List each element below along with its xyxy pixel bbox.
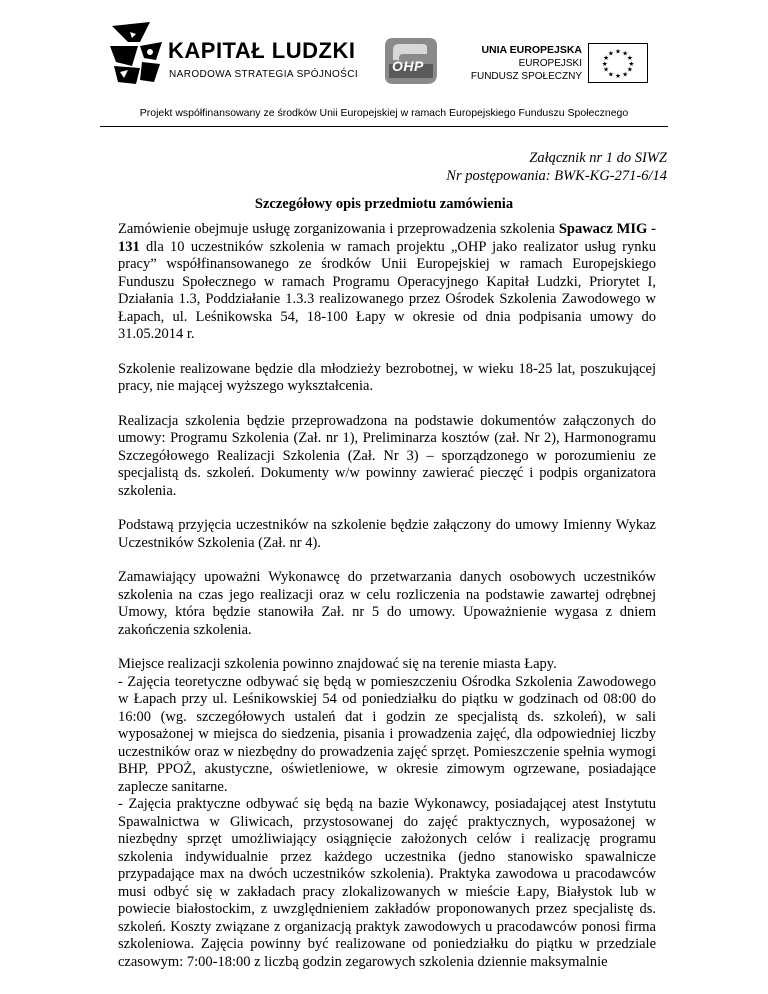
eu-text-block bbox=[462, 44, 582, 83]
paragraph-documents: Realizacja szkolenia będzie przeprowadzona na podstawie dokumentów załączonych do umowy: Programu Szkolenia (Zał. nr 1), Preliminarza kosztów (zał. Nr 2), Harmonogramu Szczegółowego Realizacji Szkolenia (Zał. Nr 3) – sporządzonego w porozumieniu ze specjalistą ds. szkoleń. Dokumenty w/w powinny zawierać pieczęć i podpis organizatora szkolenia. bbox=[118, 412, 656, 499]
ohp-logo-text: OHP bbox=[392, 58, 424, 74]
svg-text:★: ★ bbox=[622, 49, 629, 58]
case-number: Nr postępowania: BWK-KG-271-6/14 bbox=[446, 168, 667, 184]
paragraph-data-processing: Zamawiający upoważni Wykonawcę do przetwarzania danych osobowych uczestników szkolenia na czas jego realizacji oraz w celu rozliczenia na podstawie zawartej odrębnej Umowy, która będzie stanowiła Zał. nr 5 do umowy. Upoważnienie wygasa z dniem zakończenia szkolenia. bbox=[118, 569, 656, 638]
svg-text:★: ★ bbox=[626, 54, 633, 63]
svg-text:★: ★ bbox=[607, 49, 614, 58]
kapital-ludzki-subtitle: NARODOWA STRATEGIA SPÓJNOŚCI bbox=[169, 69, 359, 80]
eu-flag-icon bbox=[588, 43, 648, 83]
svg-text:★: ★ bbox=[622, 70, 629, 79]
document-title: Szczegółowy opis przedmiotu zamówienia bbox=[254, 196, 514, 212]
svg-text:★: ★ bbox=[626, 65, 633, 74]
svg-text:★: ★ bbox=[607, 70, 614, 79]
kapital-ludzki-emblem-icon bbox=[110, 22, 166, 86]
document-body bbox=[118, 221, 656, 971]
svg-text:★: ★ bbox=[615, 72, 621, 81]
paragraph-participants: Szkolenie realizowane będzie dla młodzieży bezrobotnej, w wieku 18-25 lat, poszukującej pracy, nie mającej wyższego wykształcenia. bbox=[118, 360, 656, 394]
kapital-ludzki-logo bbox=[110, 22, 370, 92]
kapital-ludzki-name: KAPITAŁ LUDZKI bbox=[168, 38, 356, 63]
svg-text:★: ★ bbox=[601, 59, 608, 68]
training-name: Spawacz MIG - 131 bbox=[118, 221, 656, 255]
paragraph-practical-classes: - Zajęcia praktyczne odbywać się będą na bazie Wykonawcy, posiadającej atest Instytutu Spawalnictwa w Gliwicach, przystosowanej do zajęć praktycznych, wyposażonej w niezbędny sprzęt umożliwiający osiągnięcie założonych celów i realizację programu szkolenia indywidualnie przez każdego uczestnika (jedno stanowisko spawalnicze przypadające max na dwóch uczestników szkolenia). Praktyka zawodowa u pracodawców musi odbyć się w zakładach pracy zlokalizowanych w mieście Łapy, Białystok lub w powiecie białostockim, z uwzględnieniem zakładów proponowanych przez specjalistę ds. szkoleń. Koszty związane z organizacją praktyk zawodowych u pracodawców ponosi firma szkoleniowa. Zajęcia powinny być realizowane od poniedziałku do piątku w przedziale czasowym: 7:00-18:00 z liczbą godzin zegarowych szkolenia dziennie maksymalnie bbox=[118, 796, 656, 970]
svg-text:★: ★ bbox=[628, 59, 635, 68]
project-cofinancing-line: Projekt współfinansowany ze środków Unii Europejskiej w ramach Europejskiego Funduszu Społecznego bbox=[139, 107, 629, 119]
paragraph-admission: Podstawą przyjęcia uczestników na szkolenie będzie załączony do umowy Imienny Wykaz Uczestników Szkolenia (Zał. nr 4). bbox=[118, 517, 656, 551]
svg-text:★: ★ bbox=[615, 47, 621, 56]
eu-line-2: EUROPEJSKI bbox=[518, 58, 582, 69]
header-divider bbox=[100, 126, 668, 127]
page-header bbox=[0, 0, 768, 140]
svg-text:★: ★ bbox=[603, 54, 610, 63]
svg-text:★: ★ bbox=[603, 65, 610, 74]
eu-line-3: FUNDUSZ SPOŁECZNY bbox=[470, 71, 582, 82]
paragraph-scope bbox=[118, 221, 656, 344]
paragraph-theory-classes: - Zajęcia teoretyczne odbywać się będą w pomieszczeniu Ośrodka Szkolenia Zawodowego w Łapach przy ul. Leśnikowskiej 54 od poniedziałku do piątku w godzinach od 08:00 do 16:00 (wg. szczegółowych ustaleń dat i godzin ze specjalistą ds. szkoleń), w sali wyposażonej w miejsca do siedzenia, pisania i prowadzenia zajęć, dla odpowiedniej liczby uczestników oraz w niezbędny do prowadzenia zajęć sprzęt. Pomieszczenie spełnia wymogi BHP, PPOŻ, akustyczne, oświetleniowe, w okresie zimowym ogrzewane, posiadające zaplecze sanitarne. bbox=[118, 673, 656, 795]
paragraph-scope-start: Zamówienie obejmuje usługę zorganizowania i przeprowadzenia szkolenia bbox=[118, 221, 559, 237]
eu-line-1: UNIA EUROPEJSKA bbox=[481, 44, 582, 56]
attachment-reference: Załącznik nr 1 do SIWZ bbox=[529, 150, 667, 166]
paragraph-scope-rest: dla 10 uczestników szkolenia w ramach projektu „OHP jako realizator usług rynku pracy” współfinansowanego ze środków Unii Europejskiej w ramach Europejskiego Funduszu Społecznego w ramach Programu Operacyjnego Kapitał Ludzki, Priorytet I, Działania 1.3, Poddziałanie 1.3.3 realizowanego przez Ośrodek Szkolenia Zawodowego w Łapach, ul. Leśnikowska 54, 18-100 Łapy w okresie od dnia podpisania umowy do 31.05.2014 r. bbox=[118, 238, 656, 342]
paragraph-location: Miejsce realizacji szkolenia powinno znajdować się na terenie miasta Łapy. bbox=[118, 656, 557, 672]
